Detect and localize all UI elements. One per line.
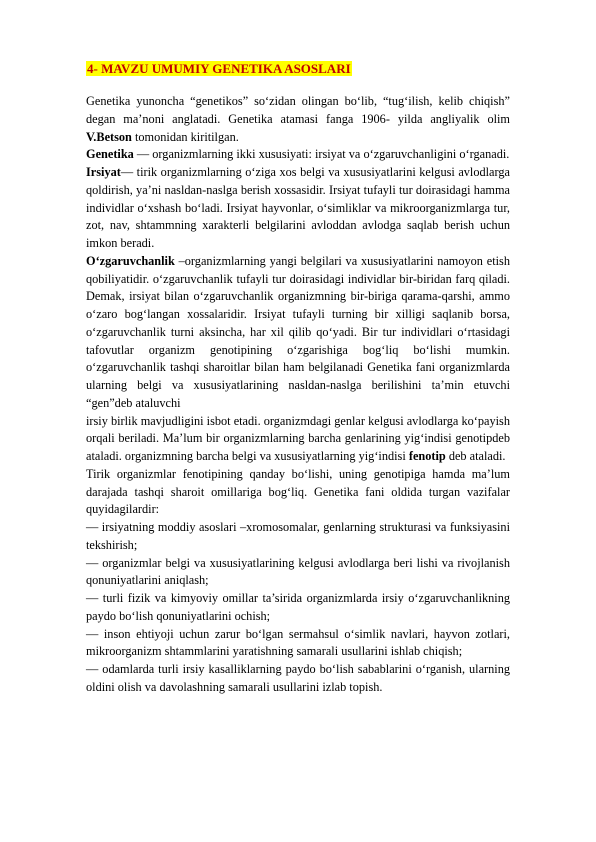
paragraph-genetika: [86, 146, 510, 164]
author-name: V.Betson: [86, 129, 132, 144]
term-ozgaruvchanlik: O‘zgaruvchanlik: [86, 253, 175, 268]
document-body: [86, 93, 510, 697]
irsiyat-definition: — tirik organizmlarning o‘ziga xos belgi va xususiyatlarini kelgusi avlodlarga qoldirish, ya’ni nasldan-naslga berish xossasidir. Irsiyat tufayli tur doirasidagi hamma individlar o‘xshash bo‘ladi. Irsiyat hayvonlar, o‘simliklar va mikroorganizmlarga tur, zot, nav, shtammning xarakterli belgilarini avloddan avlodga saqlab berish uchun imkon beradi.: [86, 165, 510, 250]
ozgaruvchanlik-definition: –organizmlarning yangi belgilari va xususiyatlarini namoyon etish qobiliyatidir. o‘zgaruvchanlik tufayli tur doirasidagi individlar bir-biridan farq qiladi. Demak, irsiyat bilan o‘zgaruvchanlik organizmning bir-biriga qarama-qarshi, ammo o‘zaro bog‘langan xossalaridir. Irsiyat tufayli turning bir xilligi saqlanib borsa, o‘zgaruvchanlik turni aksincha, har xil qilib qo‘yadi. Bir tur individlari o‘rtasidagi tafovutlar organizm genotipining o‘zgarishiga bog‘liq bo‘lishi mumkin. o‘zgaruvchanlik tashqi sharoitlar bilan ham belgilanadi Genetika fani organizmlarda ularning belgi va xususiyatlarining nasldan-naslga berilishini ta’min etuvchi “gen”deb ataluvchi: [86, 253, 510, 410]
paragraph-gen: [86, 413, 510, 466]
page-title: 4- MAVZU UMUMIY GENETIKA ASOSLARI: [87, 61, 351, 76]
gen-text-end: deb ataladi.: [445, 449, 506, 463]
gen-text: irsiy birlik mavjudligini isbot etadi. organizmdagi genlar kelgusi avlodlarga ko‘payish orqali beriladi. Ma’lum bir organizmlarning barcha genlarining yig‘indisi genotipdeb ataladi. organizmning barcha belgi va xususiyatlarning yig‘indisi: [86, 413, 510, 463]
intro-text-b: tomonidan kiritilgan.: [131, 129, 239, 144]
task-list-item: — inson ehtiyoji uchun zarur bo‘lgan sermahsul o‘simlik navlari, hayvon zotlari, mikroorganizm shtammlarini yaratishning samarali usullarini ishlab chiqish;: [86, 626, 510, 659]
paragraph-ozgaruvchanlik: [86, 253, 510, 413]
task-list-item: — irsiyatning moddiy asoslari –xromosomalar, genlarning strukturasi va funksiyasini tekshirish;: [86, 520, 510, 552]
task-list-item: — organizmlar belgi va xususiyatlarining kelgusi avlodlarga beri lishi va rivojlanish qonuniyatlarini aniqlash;: [86, 555, 510, 588]
paragraph-intro: [86, 93, 510, 146]
intro-text-a: Genetika yunoncha “genetikos” so‘zidan olingan bo‘lib, “tug‘ilish, kelib chiqish” degan ma’noni anglatadi. Genetika atamasi fanga 1906- yilda angliyalik olim: [86, 94, 510, 126]
genetika-definition: — organizmlarning ikki xususiyati: irsiyat va o‘zgaruvchanligini o‘rganadi.: [133, 147, 510, 162]
paragraph-tasks-intro: Tirik organizmlar fenotipining qanday bo‘lishi, uning genotipiga hamda ma’lum darajada tashqi sharoit omillariga bog‘liq. Genetika fani oldida turgan vazifalar quyidagilardir:: [86, 466, 510, 517]
term-fenotip: fenotip: [408, 449, 446, 463]
paragraph-irsiyat: [86, 164, 510, 253]
term-genetika: Genetika: [86, 147, 134, 162]
task-list-item: — odamlarda turli irsiy kasalliklarning paydo bo‘lish sabablarini o‘rganish, ularning oldini olish va davolashning samarali usullarini izlab topish.: [86, 662, 510, 694]
term-irsiyat: Irsiyat: [86, 165, 121, 179]
task-list-item: — turli fizik va kimyoviy omillar ta’sirida organizmlarda irsiy o‘zgaruvchanlikning paydo bo‘lish qonuniyatlarini ochish;: [86, 591, 510, 623]
